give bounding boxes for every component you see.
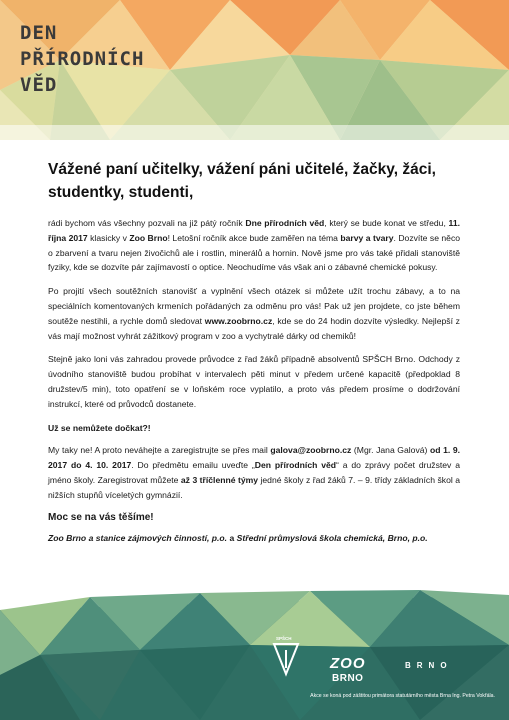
text: (Mgr. Jana Galová) — [351, 445, 430, 456]
event-date: 11. října 2017 — [48, 218, 460, 243]
logo-line-2: PŘÍRODNÍCH — [20, 48, 145, 70]
event-logo — [20, 20, 144, 98]
text: klasicky v — [87, 232, 130, 243]
invitation-letter — [48, 158, 460, 545]
venue: Zoo Brno — [129, 232, 168, 243]
subheading: Už se nemůžete dočkat?! — [48, 422, 151, 433]
text: jedné školy z řad žáků 7. – 9. třídy základních škol a nižších stupňů víceletých gymnázií. — [48, 474, 460, 500]
text: , který se bude konat ve středu, — [324, 218, 449, 228]
email-link[interactable]: galova@zoobrno.cz — [270, 445, 352, 456]
website-link[interactable]: www.zoobrno.cz — [204, 315, 273, 326]
greeting-line-2: studentky, studenti, — [48, 184, 194, 201]
text: a — [227, 532, 237, 543]
zoo-logo-main: ZOO — [330, 655, 366, 672]
logo-line-3: VĚD — [20, 74, 58, 96]
text: “ a do zprávy počet družstev a jméno školy. Zaregistrovat můžete — [48, 460, 460, 485]
greeting-line-1: Vážené paní učitelky, vážení páni učitelé, žačky, žáci, — [48, 161, 436, 178]
event-name: Dne přírodních věd — [245, 218, 325, 228]
logo-line-1: DEN — [20, 22, 58, 44]
letter-greeting — [48, 158, 460, 204]
theme: barvy a tvary — [340, 232, 394, 243]
paragraph-program — [48, 284, 460, 343]
text: . Do předmětu emailu uveďte „ — [131, 460, 255, 471]
bottom-decorative-banner — [0, 585, 509, 720]
team-limit: až 3 tříčlenné týmy — [180, 474, 259, 485]
organizer-2: Střední průmyslová škola chemická, Brno, p.o. — [236, 532, 428, 543]
signature — [48, 531, 460, 546]
text: . Dozvíte se něco o zbarvení a tvaru nejen živočichů ale i rostlin, minerálů a hornin. Nově jsme pro vás také přidali stanoviště fyziky, kde se dozvíte pár zajímavostí o optice. Neochudíme vás však ani o zábavné chemické pokusy. — [48, 232, 461, 273]
zoo-brno-logo — [330, 656, 366, 686]
spsch-logo-icon — [272, 640, 300, 678]
text: rádi bychom vás všechny pozvali na již pátý ročník — [48, 218, 246, 228]
text: ! Letošní ročník akce bude zaměřen na téma — [167, 232, 341, 243]
organizer-1: Zoo Brno a stanice zájmových činností, p.o. — [48, 532, 228, 543]
paragraph-intro — [48, 216, 460, 275]
brno-city-logo: BRNO — [405, 661, 453, 670]
spsch-logo-text: SPŠCH — [276, 636, 292, 641]
patronage-note: Akce se koná pod záštitou primátora statutárního města Brna Ing. Petra Vokřála. — [310, 693, 495, 699]
closing-line: Moc se na vás těšíme! — [48, 511, 154, 523]
email-subject: Den přírodních věd — [254, 460, 337, 471]
zoo-logo-sub: BRNO — [332, 673, 364, 684]
paragraph-registration — [48, 443, 460, 502]
text: My taky ne! A proto neváhejte a zaregistrujte se přes mail — [48, 445, 271, 456]
registration-period: od 1. 9. 2017 do 4. 10. 2017 — [48, 445, 460, 471]
paragraph-guides: Stejně jako loni vás zahradou provede průvodce z řad žáků případně absolventů SPŠCH Brno. Odchody z úvodního stanoviště budou probíhat v intervalech pěti minut v předem určené kapacitě (předpoklad 8 družstev/5 min), toto opatření se v loňském roce vyplatilo, a proto vás předem prosíme o dodržování instrukcí, které od průvodců dostanete. — [48, 354, 460, 409]
text: Po projití všech soutěžních stanovišť a vyplnění všech otázek si můžete užít trochu zábavy, a to na speciálních komentovaných krmeních pořádaných za odměnu pro vás! Pak už jen projdete, co jste během soutěže nestihli, a rychle domů sledovat — [48, 286, 460, 326]
text: , kde se do 24 hodin dozvíte výsledky. Nejlepší z vás mají možnost vyhrát zážitkový program v zoo a vychytralé dárky od chemiků! — [48, 315, 460, 341]
